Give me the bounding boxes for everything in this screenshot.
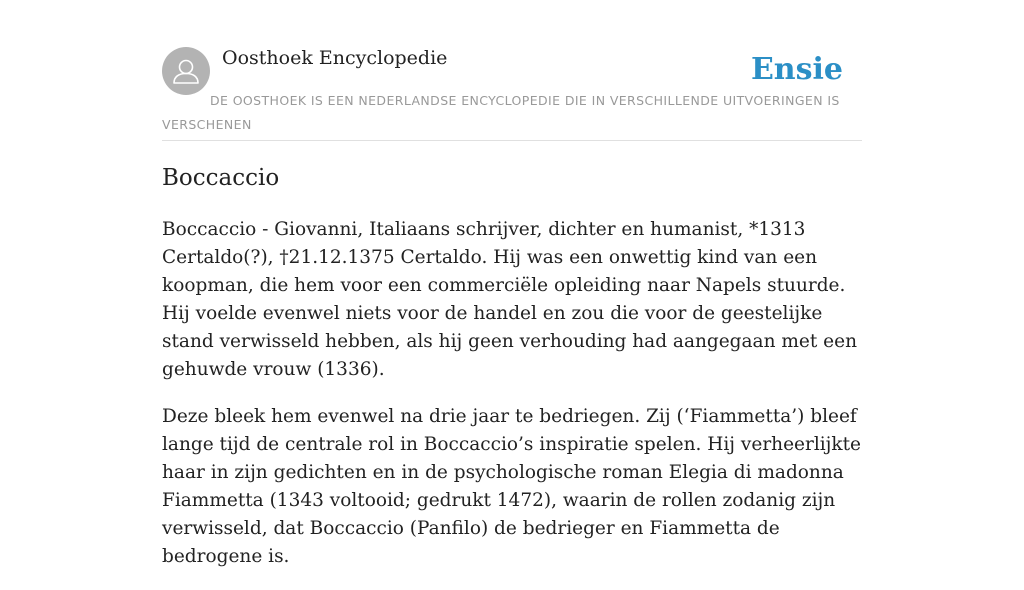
user-icon[interactable] [162, 47, 210, 95]
page-title: Boccaccio [162, 165, 280, 191]
brand-logo[interactable]: Ensie [750, 52, 843, 87]
article-paragraph: Deze bleek hem evenwel na drie jaar te bedriegen. Zij (‘Fiammetta’) bleef lange tijd de centrale rol in Boccaccio’s inspiratie spelen. Hij verheerlijkte haar in zijn gedichten en in de psychologische roman Elegia di madonna Fiammetta (1343 voltooid; gedrukt 1472), waarin de rollen zodanig zijn verwisseld, dat Boccaccio (Panfilo) de bedrieger en Fiammetta de bedrogene is. [162, 406, 861, 567]
article-paragraph: Boccaccio - Giovanni, Italiaans schrijver, dichter en humanist, *1313 Certaldo(?), †21.12.1375 Certaldo. Hij was een onwettig kind van een koopman, die hem voor een commerciële opleiding naar Napels stuurde. Hij voelde evenwel niets voor de handel en zou die voor de geestelijke stand verwisseld hebben, als hij geen verhouding had aangegaan met een gehuwde vrouw (1336). [162, 219, 857, 380]
site-tagline: DE OOSTHOEK IS EEN NEDERLANDSE ENCYCLOPEDIE DIE IN VERSCHILLENDE UITVOERINGEN IS VERSCHENEN [162, 93, 840, 132]
article-body [162, 216, 862, 590]
site-name[interactable]: Oosthoek Encyclopedie [222, 47, 448, 69]
site-header [162, 46, 862, 141]
